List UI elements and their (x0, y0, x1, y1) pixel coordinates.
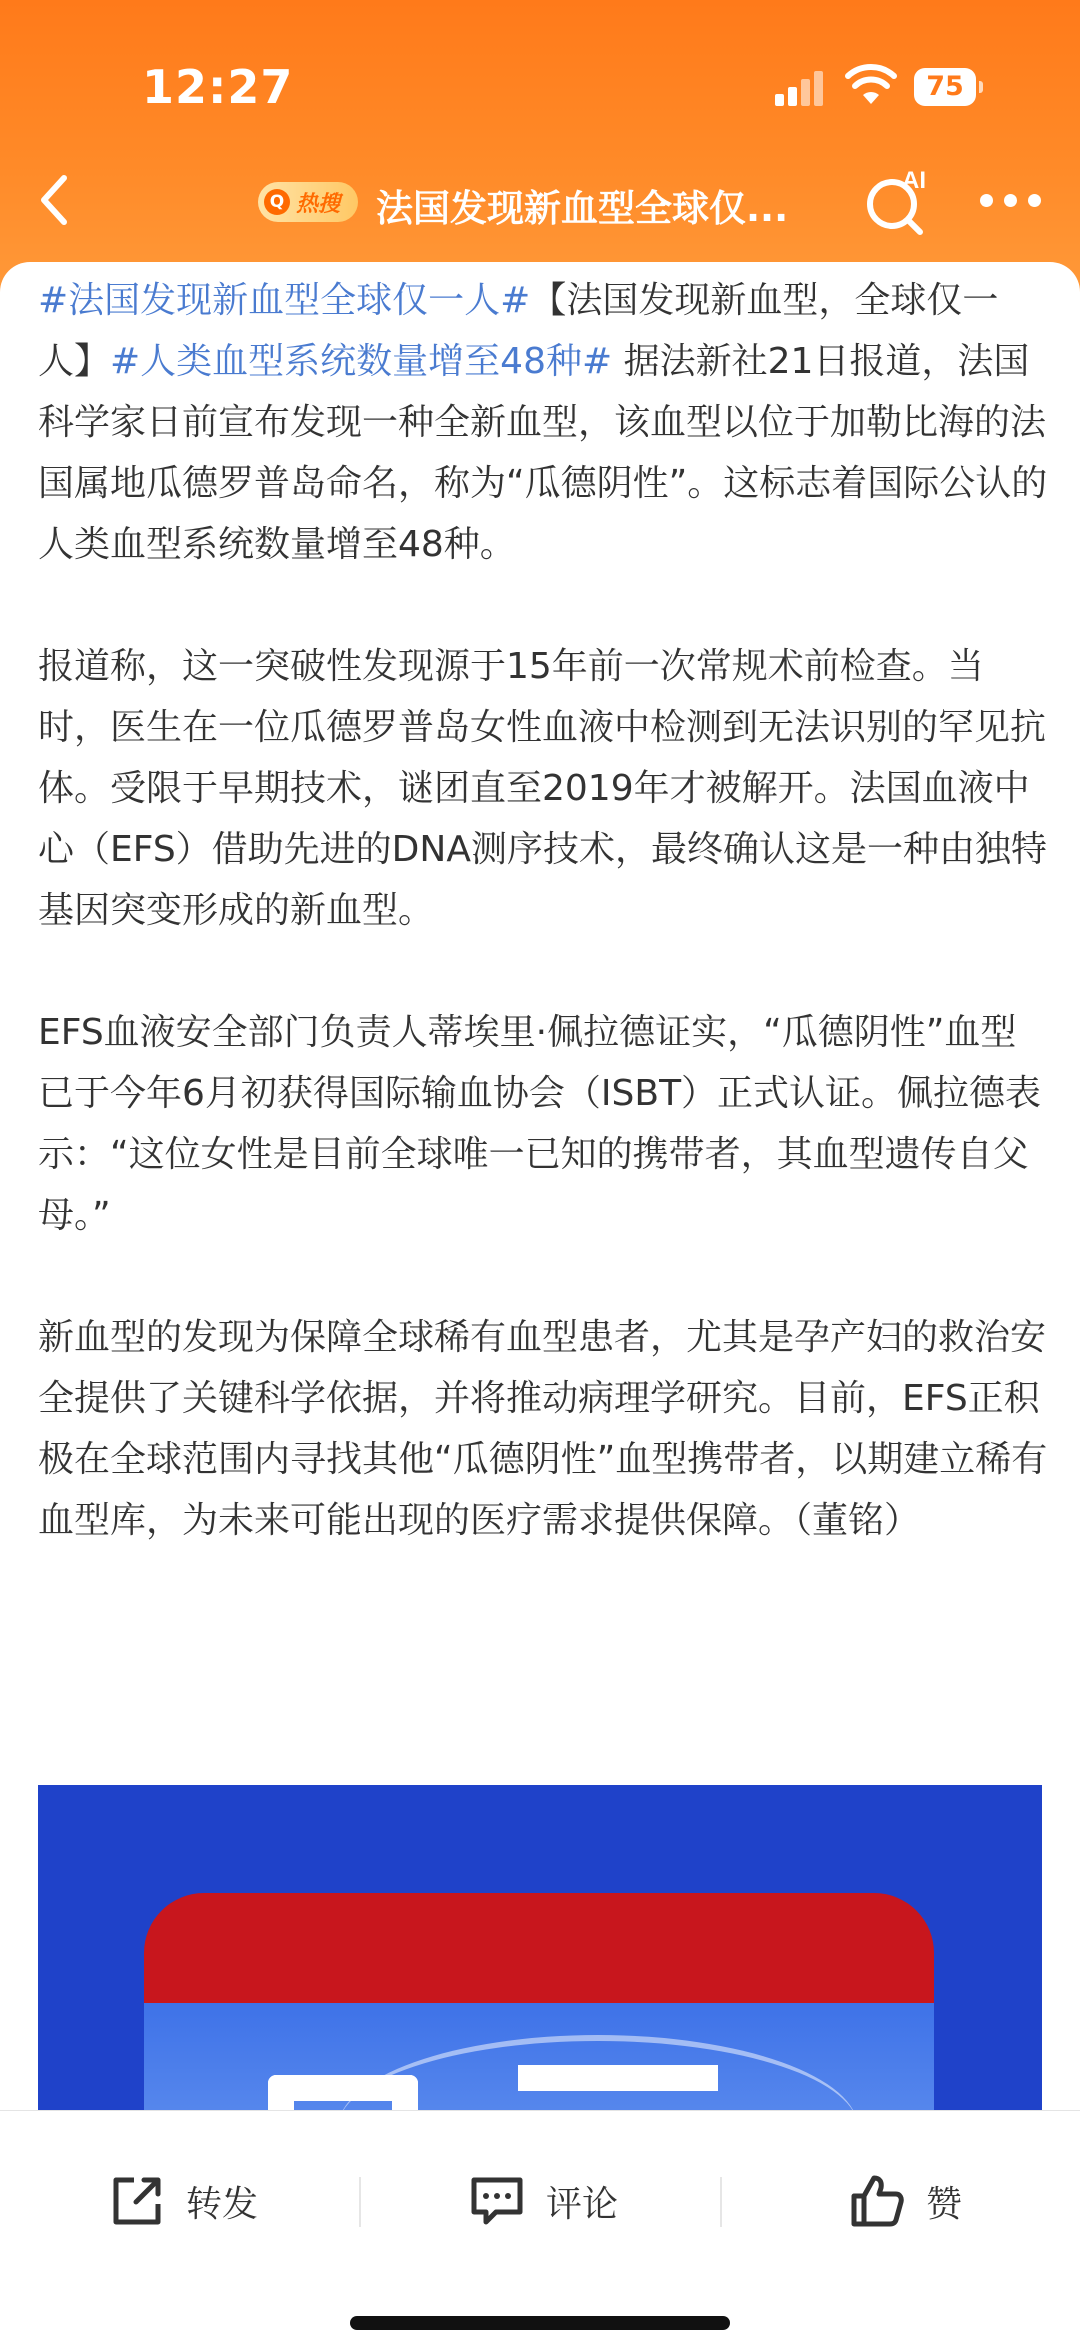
action-divider (720, 2177, 722, 2227)
back-arrow-icon[interactable] (30, 170, 80, 230)
bottom-action-bar (0, 2110, 1080, 2350)
status-bar (0, 0, 1080, 170)
ai-search-icon[interactable] (862, 164, 938, 240)
comment-label: 评论 (546, 2183, 619, 2225)
hot-search-badge (258, 182, 358, 222)
ai-label: AI (902, 167, 926, 194)
share-label: 转发 (186, 2183, 259, 2225)
article-content (0, 262, 1080, 2112)
image-title-graphic (268, 2075, 418, 2112)
hashtag-link[interactable]: #法国发现新血型全球仅一人# (38, 280, 531, 321)
page-title: 法国发现新血型全球仅... (376, 187, 789, 230)
image-title-graphic (518, 2065, 718, 2112)
article-text: 据法新社21日报道，法国科学家日前宣布发现一种全新血型，该血型以位于加勒比海的法国属地瓜德罗普岛命名，称为“瓜德阴性”。这标志着国际公认的人类血型系统数量增至48种。 (38, 341, 1048, 565)
article-paragraph: 新血型的发现为保障全球稀有血型患者，尤其是孕产妇的救治安全提供了关键科学依据，并将推动病理学研究。目前，EFS正积极在全球范围内寻找其他“瓜德阴性”血型携带者，以期建立稀有血型库，为未来可能出现的医疗需求提供保障。（董铭） (38, 1317, 1048, 1541)
article-paragraph (38, 270, 1048, 575)
hashtag-link[interactable]: #人类血型系统数量增至48种# (110, 341, 613, 382)
comment-icon (466, 2170, 528, 2232)
hot-search-icon: Q (264, 189, 290, 215)
article-body (38, 270, 1048, 1612)
status-time: 12:27 (142, 60, 294, 114)
comment-button[interactable] (466, 2166, 618, 2236)
like-button[interactable] (846, 2166, 962, 2236)
home-indicator[interactable] (350, 2316, 730, 2330)
cellular-signal-icon (775, 70, 827, 106)
article-text: 【法国发现新血型，全球仅一人】 (38, 280, 999, 382)
article-paragraph: EFS血液安全部门负责人蒂埃里·佩拉德证实，“瓜德阴性”血型已于今年6月初获得国际输血协会（ISBT）正式认证。佩拉德表示：“这位女性是目前全球唯一已知的携带者，其血型遗传自父母。” (38, 1012, 1042, 1236)
action-divider (359, 2177, 361, 2227)
more-options-icon[interactable] (980, 194, 1044, 210)
share-button[interactable] (106, 2166, 258, 2236)
share-icon (106, 2170, 168, 2232)
article-paragraph: 报道称，这一突破性发现源于15年前一次常规术前检查。当时，医生在一位瓜德罗普岛女性血液中检测到无法识别的罕见抗体。受限于早期技术，谜团直至2019年才被解开。法国血液中心（EFS）借助先进的DNA测序技术，最终确认这是一种由独特基因突变形成的新血型。 (38, 646, 1047, 931)
article-image[interactable] (38, 1785, 1042, 2112)
like-label: 赞 (926, 2183, 963, 2225)
hot-search-label: 热搜 (296, 191, 341, 217)
thumbs-up-icon (846, 2170, 908, 2232)
nav-bar (0, 150, 1080, 250)
wifi-icon (845, 64, 897, 108)
battery-indicator: 75 (914, 68, 976, 106)
